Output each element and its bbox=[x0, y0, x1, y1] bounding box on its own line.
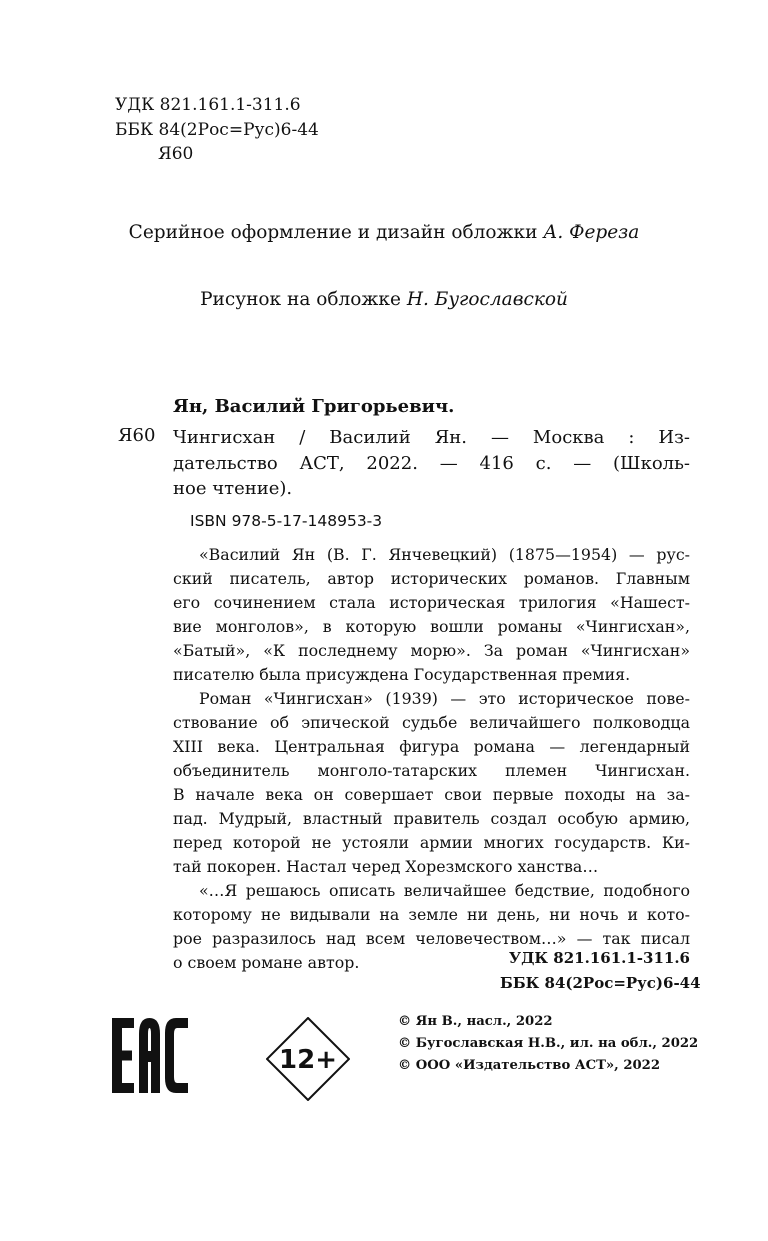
bottom-classification-codes bbox=[500, 946, 701, 996]
age-rating-badge bbox=[266, 1017, 350, 1101]
annotation-line: «…Я решаюсь описать величайшее бедствие, подобного bbox=[199, 881, 690, 900]
age-rating-text: 12+ bbox=[279, 1045, 337, 1075]
copyright-line: © Ян В., насл., 2022 bbox=[398, 1014, 553, 1029]
annotation-line: «Батый», «К последнему морю». За роман «Чингисхан» bbox=[173, 641, 690, 660]
annotation-line: XIII века. Центральная фигура романа — легендарный bbox=[173, 737, 690, 756]
cover-art-credit bbox=[0, 289, 768, 310]
annotation-line: пад. Мудрый, властный правитель создал особую армию, bbox=[173, 809, 690, 828]
illustrator-name: Н. Бугославской bbox=[406, 289, 568, 310]
author-sign: Я60 bbox=[158, 144, 194, 164]
biblio-line: дательство АСТ, 2022. — 416 с. — (Школь- bbox=[173, 452, 690, 474]
eac-logo-icon bbox=[112, 1018, 188, 1093]
bibliographic-description bbox=[173, 425, 690, 502]
annotation-line: объединитель монголо-татарских племен Чингисхан. bbox=[173, 761, 690, 780]
annotation-line: о своем романе автор. bbox=[173, 953, 360, 972]
annotation-line: писателю была присуждена Государственная премия. bbox=[173, 665, 631, 684]
annotation-line: рое разразилось над всем человечеством…» — так писал bbox=[173, 929, 690, 948]
biblio-line: Чингисхан / Василий Ян. — Москва : Из- bbox=[173, 427, 690, 448]
annotation-line: «Василий Ян (В. Г. Янчевецкий) (1875—1954) — рус- bbox=[199, 545, 690, 564]
biblio-line: ное чтение). bbox=[173, 478, 293, 499]
annotation-line: которому не видывали на земле ни день, ни ночь и кото- bbox=[173, 905, 690, 924]
annotation-line: Роман «Чингисхан» (1939) — это историческое пове- bbox=[199, 689, 690, 708]
catalog-code: Я60 bbox=[118, 425, 156, 446]
copyright-line: © Бугославская Н.В., ил. на обл., 2022 bbox=[398, 1036, 699, 1051]
annotation-line: перед которой не устояли армии многих государств. Ки- bbox=[173, 833, 690, 852]
copyright-block bbox=[398, 1011, 698, 1077]
top-classification-codes bbox=[115, 93, 319, 167]
annotation-line: его сочинением стала историческая трилогия «Нашест- bbox=[173, 593, 690, 612]
annotation-line: В начале века он совершает свои первые походы на за- bbox=[173, 785, 690, 804]
udk-code: УДК 821.161.1-311.6 bbox=[115, 95, 301, 115]
design-credit-text: Серийное оформление и дизайн обложки bbox=[128, 222, 544, 243]
copyright-line: © ООО «Издательство АСТ», 2022 bbox=[398, 1058, 661, 1073]
bbk-code-bottom: ББК 84(2Рос=Рус)6-44 bbox=[500, 974, 701, 992]
author-heading: Ян, Василий Григорьевич. bbox=[173, 396, 455, 417]
annotation-line: тай покорен. Настал черед Хорезмского ханства… bbox=[173, 857, 599, 876]
eac-conformity-mark bbox=[112, 1018, 188, 1097]
designer-name: А. Фереза bbox=[543, 222, 640, 243]
age-rating-diamond-icon bbox=[266, 1017, 350, 1101]
annotation-line: ствование об эпической судьбе величайшего полководца bbox=[173, 713, 690, 732]
isbn: ISBN 978-5-17-148953-3 bbox=[190, 512, 383, 530]
cover-art-credit-text: Рисунок на обложке bbox=[200, 289, 407, 310]
annotation bbox=[173, 543, 690, 975]
udk-code-bottom: УДК 821.161.1-311.6 bbox=[508, 949, 690, 967]
annotation-line: ский писатель, автор исторических романов. Главным bbox=[173, 569, 690, 588]
design-credit bbox=[0, 222, 768, 243]
bbk-code: ББК 84(2Рос=Рус)6-44 bbox=[115, 119, 319, 140]
annotation-line: вие монголов», в которую вошли романы «Чингисхан», bbox=[173, 617, 690, 636]
